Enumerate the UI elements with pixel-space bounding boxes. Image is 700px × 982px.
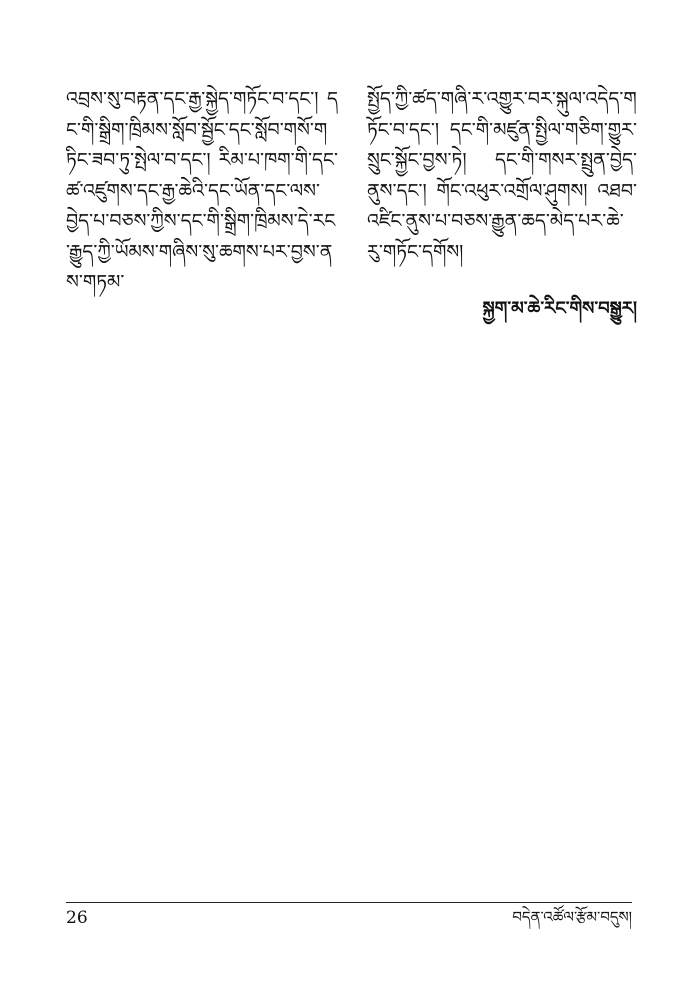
footer-divider (66, 902, 632, 903)
page-number: 26 (66, 908, 88, 928)
body-text-right-column: སྤྱོད་ཀྱི་ཚད་གཞི་ར་འགྱུར་བར་སྐུལ་འདེད་གཏོང་བ་དང་། དང་གི་མཛུན་སྤྱིལ་གཅིག་གྱུར་སྲུང་སྐྱོང་བྱས་ཏེ། དང་གི་གསར་སྤྲུན་བྱེད་ནུས་དང་། གོང་འཕུར་འགྲོལ་ཤུགས། འཐབ་འཛིང་ནུས་པ་བཅས་རྒྱུན་ཆད་མེད་པར་ཆེ་རུ་གཏོང་དགོས། (367, 88, 637, 263)
translator-signature: སྐྱག་མ་ཆེ་རིང་གིས་བསྒྱུར། (482, 298, 637, 319)
body-text-left-column: འབྲས་སུ་བརྟན་དང་རྒྱ་སྐྱེད་གཏོང་བ་དང་། དང་གི་སྒྲིག་ཁྲིམས་སློབ་སྦྱོང་དང་སློབ་གསོ་གཏིང་ཟབ་ཏུ་སྤེལ་བ་དང་། རིམ་པ་ཁག་གི་དང་ཚ་འཛུགས་དང་རྒྱ་ཆེའི་དང་ཡོན་དང་ལས་བྱེད་པ་བཅས་ཀྱིས་དང་གི་སྒྲིག་ཁྲིམས་དེ་རང་རྒྱུད་ཀྱི་ཡོམས་གཞིས་སུ་ཆགས་པར་བྱས་ནས་གཏམ་ (66, 88, 338, 293)
running-title: བདེན་འཚོལ་རྩོམ་བདུས། (512, 908, 632, 926)
